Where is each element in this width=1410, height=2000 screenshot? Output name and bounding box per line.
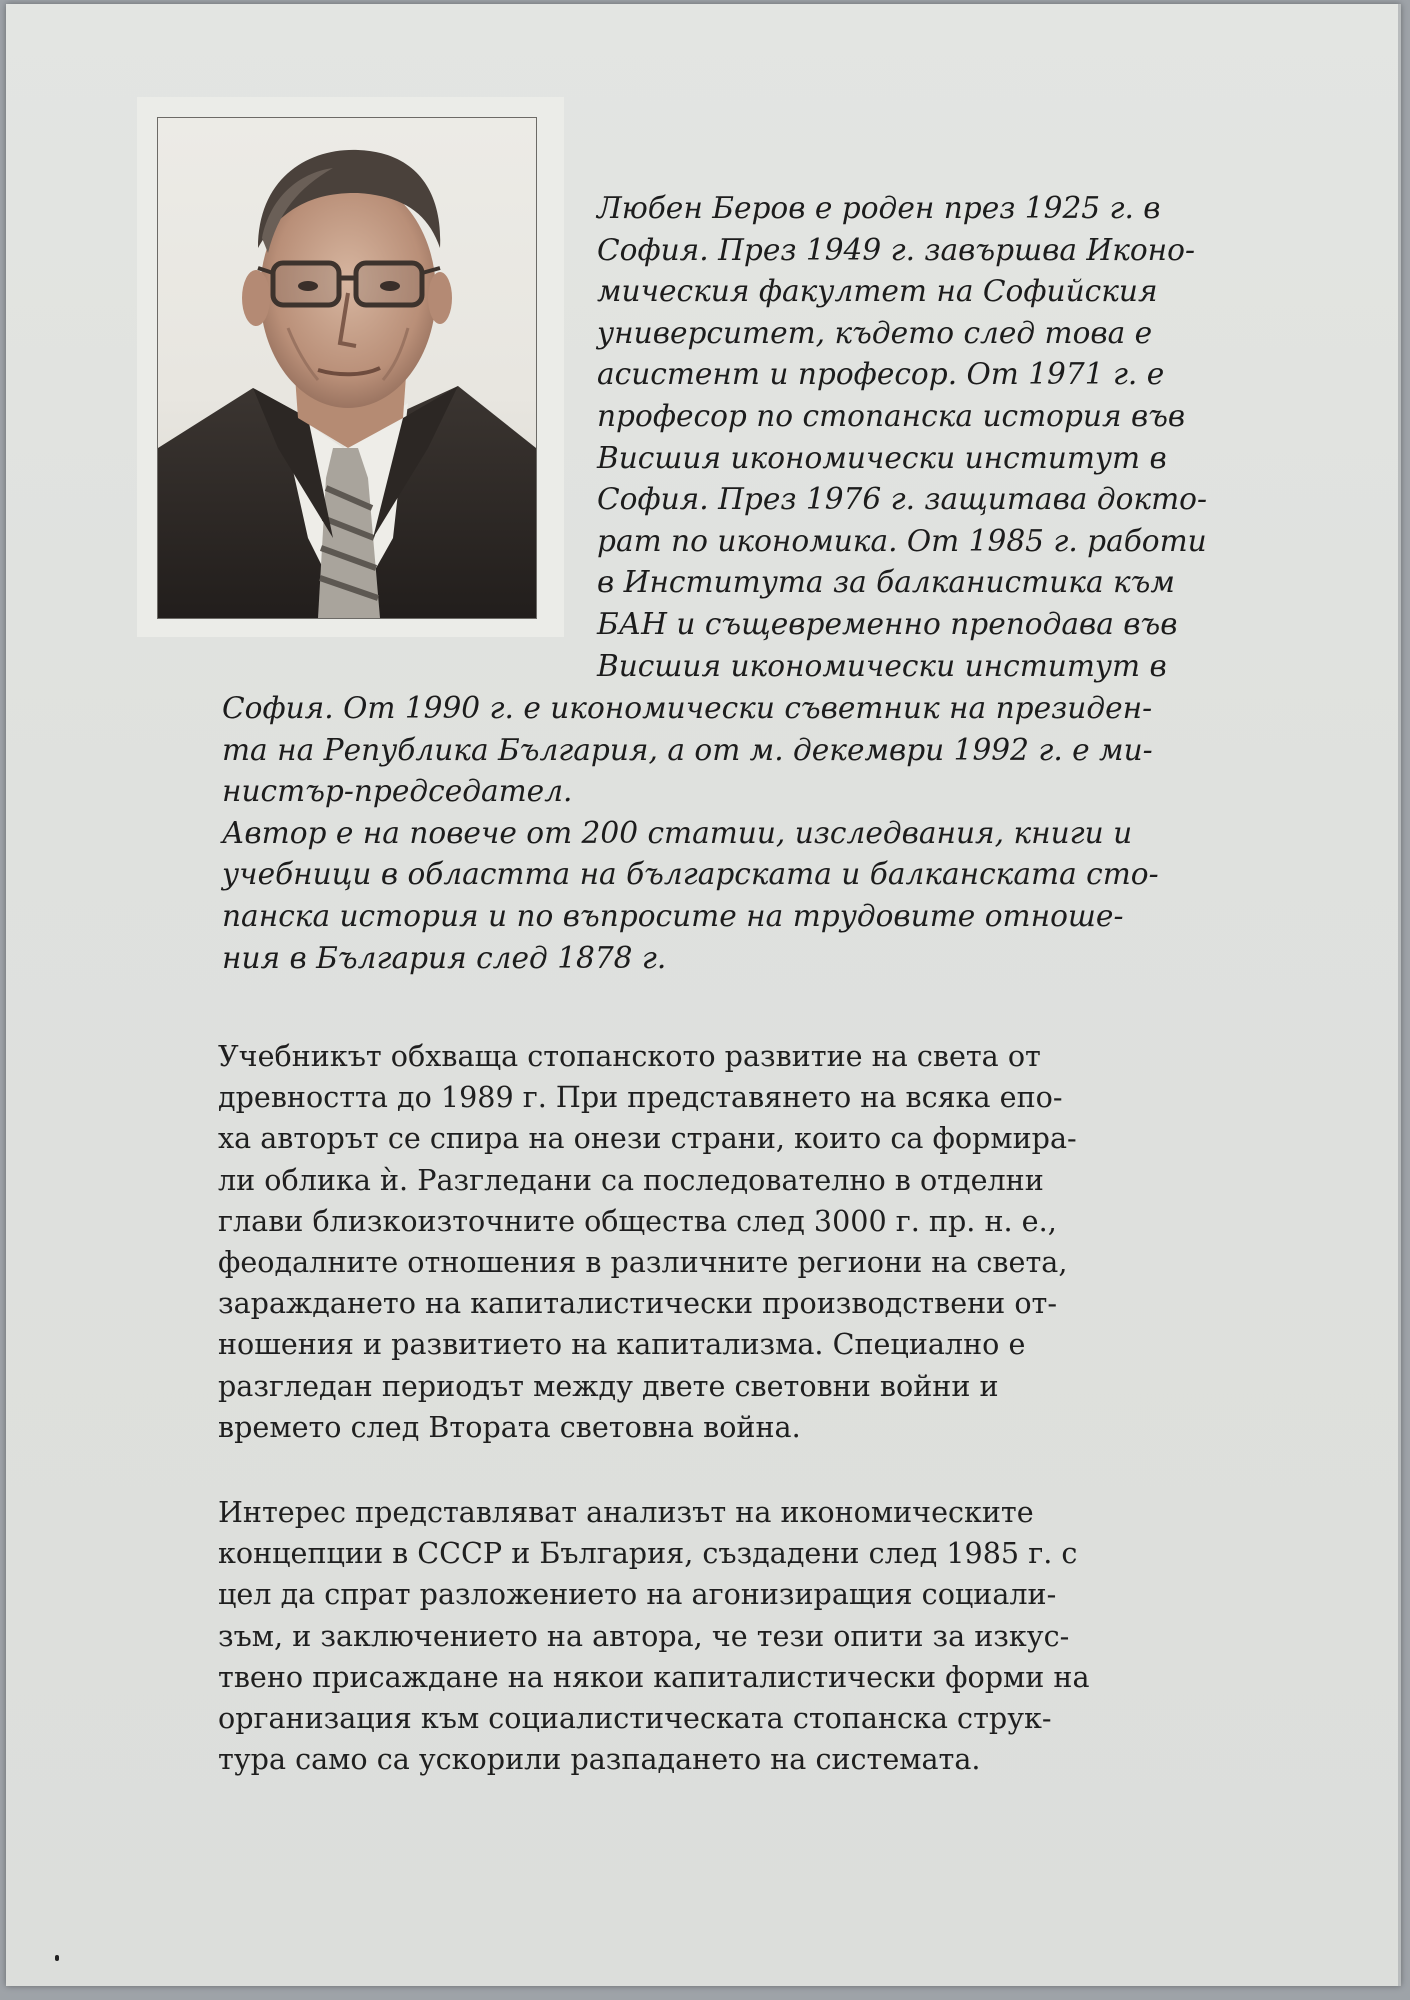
- description-line: зараждането на капиталистически производствени от-: [218, 1286, 1058, 1321]
- description-line: зъм, и заключението на автора, че тези опити за изкус-: [218, 1618, 1070, 1653]
- author-bio-beside-photo: [597, 188, 1207, 687]
- bio-line: София. През 1949 г. завършва Иконо-: [597, 232, 1195, 267]
- description-line: глави близкоизточните общества след 3000 г. пр. н. е.,: [218, 1203, 1057, 1238]
- book-description-paragraph-2: [218, 1492, 1090, 1780]
- bio-line: учебници в областта на българската и балканската сто-: [222, 857, 1159, 892]
- bio-line: ния в България след 1878 г.: [222, 940, 667, 975]
- description-line: ха авторът се спира на онези страни, които са формира-: [218, 1121, 1077, 1156]
- bio-line: професор по стопанска история във: [597, 398, 1186, 433]
- bio-line: асистент и професор. От 1971 г. е: [597, 357, 1165, 392]
- description-line: организация към социалистическата стопанска струк-: [218, 1700, 1052, 1735]
- bio-line: мическия факултет на Софийския: [597, 274, 1158, 309]
- bio-line: в Института за балканистика към: [597, 565, 1175, 600]
- description-line: концепции в СССР и България, създадени след 1985 г. с: [218, 1536, 1078, 1571]
- description-line: древността до 1989 г. При представянето на всяка епо-: [218, 1080, 1063, 1115]
- description-line: феодалните отношения в различните региони на света,: [218, 1244, 1068, 1279]
- bio-line: София. От 1990 г. е икономически съветник на президен-: [222, 691, 1153, 725]
- bio-line: Любен Беров е роден през 1925 г. в: [597, 191, 1161, 225]
- description-line: разгледан периодът между двете световни войни и: [218, 1368, 999, 1403]
- description-line: тура само са ускорили разпадането на системата.: [218, 1742, 981, 1777]
- bio-line: та на Република България, а от м. декември 1992 г. е ми-: [222, 732, 1153, 767]
- description-line: Учебникът обхваща стопанското развитие на света от: [218, 1039, 1041, 1073]
- description-line: твено присаждане на някои капиталистически форми на: [218, 1659, 1090, 1694]
- bio-line: Висшия икономически институт в: [597, 440, 1167, 475]
- bio-line: панска история и по въпросите на трудовите отноше-: [222, 898, 1124, 933]
- bio-line: нистър-председател.: [222, 774, 573, 809]
- description-line: Интерес представляват анализът на икономическите: [218, 1495, 1034, 1529]
- description-line: ношения и развитието на капитализма. Специално е: [218, 1327, 1026, 1362]
- bio-line: БАН и същевременно преподава във: [597, 606, 1178, 641]
- description-line: цел да спрат разложението на агонизиращия социали-: [218, 1577, 1057, 1612]
- bio-line: София. През 1976 г. защитава докто-: [597, 482, 1207, 517]
- author-portrait-photo: [157, 117, 537, 619]
- bio-line: Автор е на повече от 200 статии, изследвания, книги и: [222, 815, 1133, 850]
- description-line: времето след Втората световна война.: [218, 1409, 801, 1444]
- bio-line: университет, където след това е: [597, 315, 1153, 350]
- book-description-paragraph-1: [218, 1036, 1077, 1448]
- author-bio-full-width: [222, 688, 1159, 979]
- bio-line: Висшия икономически институт в: [597, 648, 1167, 683]
- print-speck: [55, 1955, 59, 1961]
- bio-line: рат по икономика. От 1985 г. работи: [597, 523, 1207, 558]
- description-line: ли облика ѝ. Разгледани са последователно в отделни: [218, 1162, 1044, 1197]
